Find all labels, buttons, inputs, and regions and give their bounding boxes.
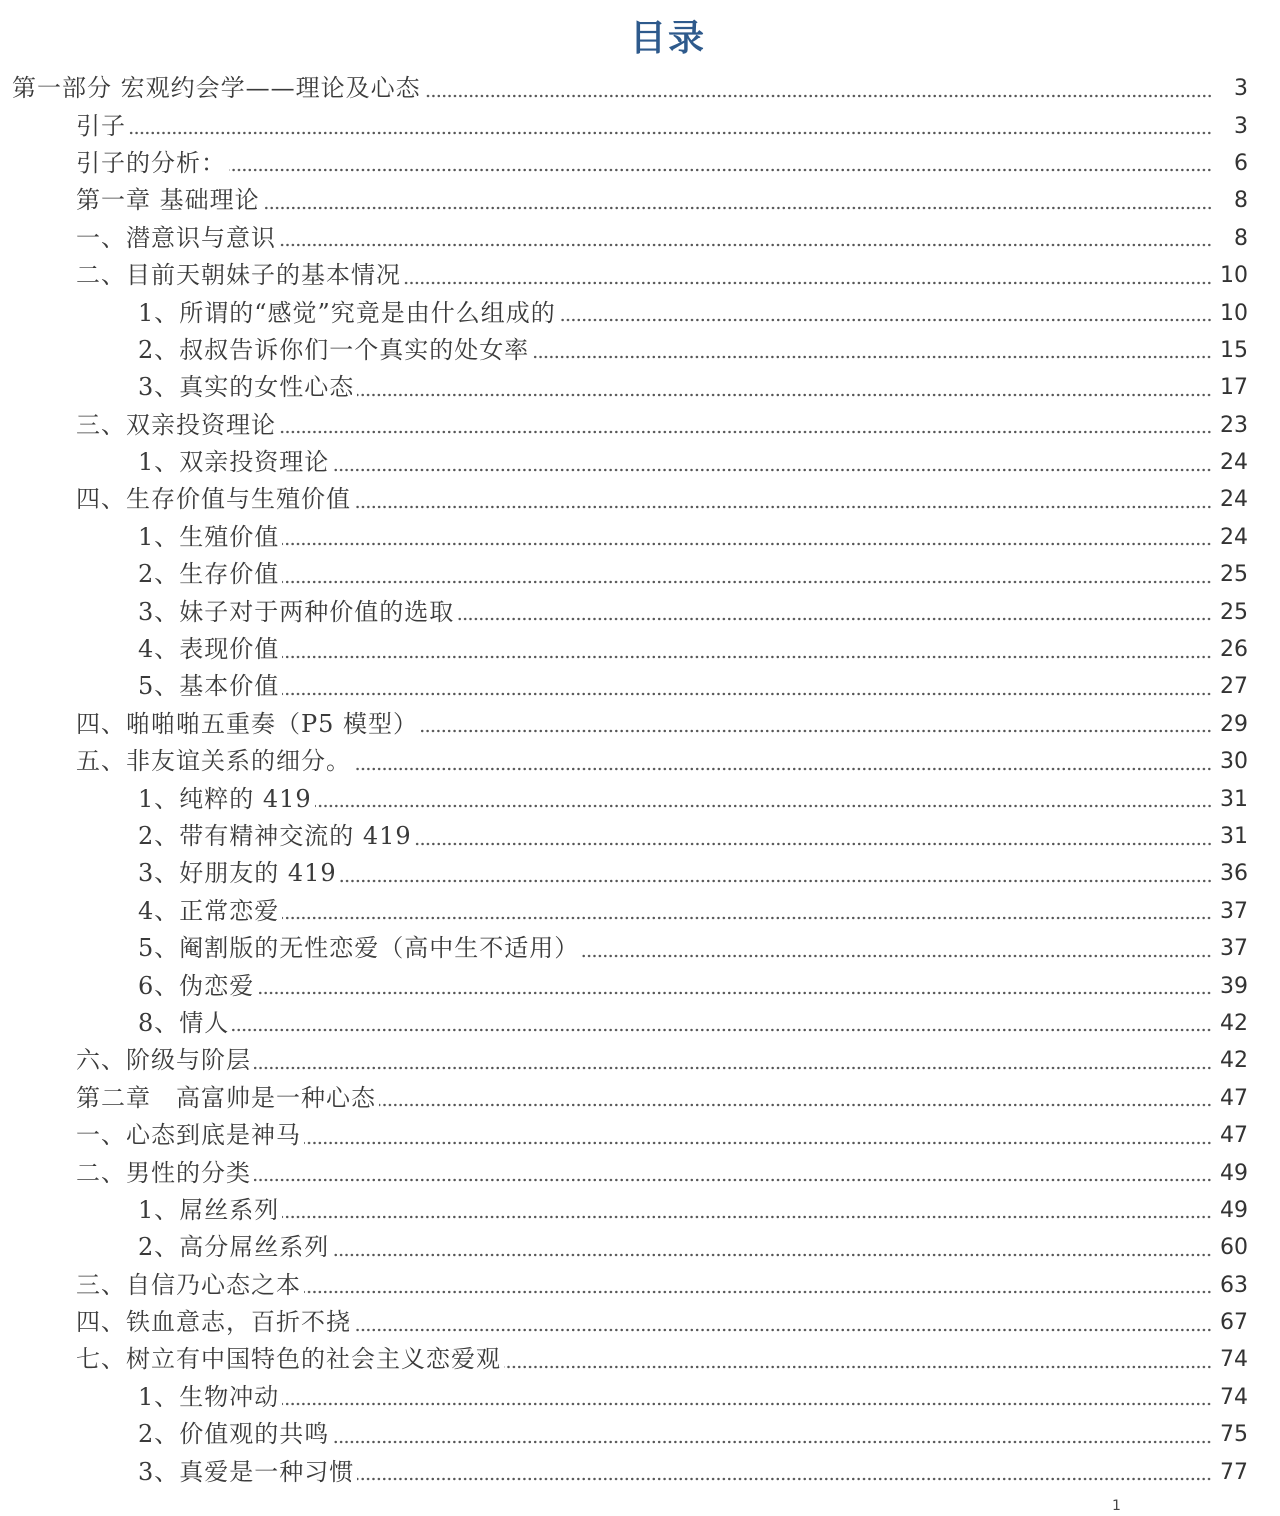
dot-leader: [354, 767, 1212, 771]
toc-entry-title: 一、心态到底是神马: [76, 1121, 301, 1150]
dot-leader: [304, 1290, 1212, 1294]
toc-entry-page-number: 47: [1220, 1085, 1248, 1111]
toc-entry-page-number: 74: [1220, 1384, 1248, 1410]
toc-entry-title: 三、双亲投资理论: [76, 410, 276, 439]
page-title: 目录: [629, 18, 706, 59]
dot-leader: [582, 954, 1212, 958]
toc-entry-title: 四、啪啪啪五重奏（P5 模型）: [76, 709, 419, 738]
toc-entry-title: 1、生物冲动: [138, 1382, 280, 1411]
dot-leader: [282, 542, 1212, 546]
toc-entry-page-number: 74: [1220, 1347, 1248, 1373]
toc-entry-title: 1、生殖价值: [138, 522, 280, 551]
toc-entry[interactable]: [0, 481, 1280, 518]
toc-entry[interactable]: [0, 1117, 1280, 1154]
toc-entry-title: 3、妹子对于两种价值的选取: [138, 597, 455, 626]
dot-leader: [457, 617, 1212, 621]
dot-leader: [340, 879, 1212, 883]
toc-entry[interactable]: [0, 668, 1280, 705]
toc-entry[interactable]: [0, 1192, 1280, 1229]
dot-leader: [332, 1253, 1212, 1257]
toc-entry-page-number: 6: [1234, 150, 1248, 176]
dot-leader: [559, 318, 1212, 322]
toc-entry[interactable]: [0, 519, 1280, 556]
toc-entry-title: 3、好朋友的 419: [138, 859, 337, 888]
toc-entry[interactable]: [0, 967, 1280, 1004]
dot-leader: [332, 1440, 1212, 1444]
dot-leader: [282, 1402, 1212, 1406]
toc-entry-title: 一、潜意识与意识: [76, 223, 276, 252]
toc-entry-page-number: 3: [1234, 76, 1248, 102]
dot-leader: [357, 393, 1212, 397]
dot-leader: [404, 281, 1212, 285]
toc-entry-page-number: 42: [1220, 1048, 1248, 1074]
toc-entry[interactable]: [0, 1304, 1280, 1341]
toc-entry-page-number: 77: [1220, 1459, 1248, 1485]
toc-entry-page-number: 47: [1220, 1123, 1248, 1149]
toc-entry-title: 六、阶级与阶层: [76, 1046, 251, 1075]
toc-entry-title: 2、生存价值: [138, 560, 280, 589]
toc-entry-title: 2、价值观的共鸣: [138, 1420, 330, 1449]
dot-leader: [415, 842, 1212, 846]
toc-entry-page-number: 24: [1220, 487, 1248, 513]
toc-entry-page-number: 63: [1220, 1272, 1248, 1298]
toc-entry-page-number: 8: [1234, 225, 1248, 251]
toc-entry[interactable]: [0, 1267, 1280, 1304]
toc-entry[interactable]: [0, 1005, 1280, 1042]
toc-entry[interactable]: [0, 1416, 1280, 1453]
toc-entry-title: 1、所谓的“感觉”究竟是由什么组成的: [138, 298, 556, 327]
toc-entry[interactable]: [0, 220, 1280, 257]
dot-leader: [282, 1215, 1212, 1219]
toc-entry[interactable]: [0, 145, 1280, 182]
toc-entry-page-number: 10: [1220, 263, 1248, 289]
dot-leader: [263, 206, 1212, 210]
toc-entry[interactable]: [0, 1229, 1280, 1266]
toc-entry[interactable]: [0, 407, 1280, 444]
dot-leader: [257, 991, 1212, 995]
toc-entry-title: 2、叔叔告诉你们一个真实的处女率: [138, 335, 530, 364]
dot-leader: [315, 804, 1212, 808]
toc-entry-page-number: 24: [1220, 524, 1248, 550]
toc-entry-title: 3、真爱是一种习惯: [138, 1457, 355, 1486]
toc-entry-title: 1、纯粹的 419: [138, 784, 312, 813]
toc-entry-title: 二、目前天朝妹子的基本情况: [76, 261, 401, 290]
toc-entry[interactable]: [0, 369, 1280, 406]
toc-entry-title: 第二章 高富帅是一种心态: [76, 1083, 376, 1112]
toc-entry[interactable]: [0, 930, 1280, 967]
toc-entry-page-number: 39: [1220, 973, 1248, 999]
toc-entry-title: 4、正常恋爱: [138, 896, 280, 925]
dot-leader: [532, 355, 1212, 359]
toc-entry[interactable]: [0, 1453, 1280, 1490]
toc-entry-page-number: 75: [1220, 1422, 1248, 1448]
toc-entry[interactable]: [0, 818, 1280, 855]
toc-entry[interactable]: [0, 182, 1280, 219]
toc-entry-page-number: 27: [1220, 674, 1248, 700]
dot-leader: [332, 468, 1212, 472]
toc-entry-page-number: 36: [1220, 861, 1248, 887]
toc-entry-title: 第一部分 宏观约会学——理论及心态: [12, 74, 421, 103]
dot-leader: [282, 916, 1212, 920]
toc-entry[interactable]: [0, 107, 1280, 144]
toc-entry[interactable]: [0, 1379, 1280, 1416]
toc-entry-page-number: 25: [1220, 562, 1248, 588]
toc-entry-page-number: 24: [1220, 450, 1248, 476]
toc-entry[interactable]: [0, 1154, 1280, 1191]
toc-entry-title: 四、生存价值与生殖价值: [76, 485, 351, 514]
toc-entry-title: 五、非友谊关系的细分。: [76, 747, 351, 776]
dot-leader: [304, 1141, 1212, 1145]
toc-entry-title: 第一章 基础理论: [76, 186, 260, 215]
toc-entry[interactable]: [0, 294, 1280, 331]
dot-leader: [282, 655, 1212, 659]
toc-entry-title: 1、屌丝系列: [138, 1195, 280, 1224]
dot-leader: [354, 505, 1212, 509]
toc-entry[interactable]: [0, 556, 1280, 593]
footer-page-number: 1: [1112, 1498, 1121, 1514]
toc-entry[interactable]: [0, 332, 1280, 369]
toc-entry-page-number: 25: [1220, 599, 1248, 625]
toc-entry-page-number: 67: [1220, 1310, 1248, 1336]
toc-entry-page-number: 10: [1220, 300, 1248, 326]
dot-leader: [229, 168, 1212, 172]
toc-entry-title: 4、表现价值: [138, 635, 280, 664]
toc-entry[interactable]: [0, 444, 1280, 481]
toc-entry-page-number: 37: [1220, 936, 1248, 962]
toc-entry-page-number: 60: [1220, 1235, 1248, 1261]
dot-leader: [424, 94, 1212, 98]
toc-entry-title: 3、真实的女性心态: [138, 373, 355, 402]
toc-entry-page-number: 37: [1220, 898, 1248, 924]
toc-entry[interactable]: [0, 257, 1280, 294]
dot-leader: [254, 1066, 1212, 1070]
toc-entry[interactable]: [0, 893, 1280, 930]
toc-entry-page-number: 42: [1220, 1010, 1248, 1036]
toc-entry[interactable]: [0, 1042, 1280, 1079]
toc-entry[interactable]: [0, 743, 1280, 780]
toc-entry-page-number: 49: [1220, 1197, 1248, 1223]
toc-entry-title: 6、伪恋爱: [138, 971, 255, 1000]
toc-entry-page-number: 49: [1220, 1160, 1248, 1186]
toc-entry-page-number: 31: [1220, 786, 1248, 812]
dot-leader: [232, 1028, 1212, 1032]
toc-entry[interactable]: [0, 855, 1280, 892]
toc-entry-title: 5、阉割版的无性恋爱（高中生不适用）: [138, 934, 580, 963]
dot-leader: [279, 243, 1212, 247]
dot-leader: [504, 1365, 1212, 1369]
dot-leader: [354, 1328, 1212, 1332]
toc-entry-page-number: 17: [1220, 375, 1248, 401]
dot-leader: [282, 692, 1212, 696]
toc-entry-title: 七、树立有中国特色的社会主义恋爱观: [76, 1345, 501, 1374]
toc-entry[interactable]: [0, 780, 1280, 817]
table-of-contents: [0, 70, 1280, 1491]
toc-entry-page-number: 3: [1234, 113, 1248, 139]
dot-leader: [279, 430, 1212, 434]
toc-entry-page-number: 15: [1220, 337, 1248, 363]
toc-entry-title: 引子的分析：: [76, 148, 226, 177]
toc-entry-title: 引子: [76, 111, 126, 140]
dot-leader: [421, 729, 1212, 733]
dot-leader: [379, 1103, 1212, 1107]
toc-entry-title: 8、情人: [138, 1008, 230, 1037]
toc-entry-title: 三、自信乃心态之本: [76, 1270, 301, 1299]
toc-entry-page-number: 26: [1220, 637, 1248, 663]
dot-leader: [254, 1178, 1212, 1182]
toc-entry-title: 四、铁血意志，百折不挠: [76, 1308, 351, 1337]
toc-entry-page-number: 31: [1220, 824, 1248, 849]
toc-entry-page-number: 8: [1234, 188, 1248, 214]
toc-entry[interactable]: [0, 1341, 1280, 1378]
toc-entry-page-number: 23: [1220, 412, 1248, 438]
toc-entry-title: 二、男性的分类: [76, 1158, 251, 1187]
toc-entry-title: 2、高分屌丝系列: [138, 1233, 330, 1262]
dot-leader: [129, 131, 1212, 135]
toc-entry[interactable]: [0, 593, 1280, 630]
toc-entry-title: 2、带有精神交流的 419: [138, 822, 412, 850]
dot-leader: [282, 580, 1212, 584]
toc-entry[interactable]: [0, 1080, 1280, 1117]
dot-leader: [357, 1477, 1212, 1481]
toc-entry-title: 1、双亲投资理论: [138, 448, 330, 477]
toc-entry-title: 5、基本价值: [138, 672, 280, 701]
toc-entry-page-number: 30: [1220, 749, 1248, 775]
toc-entry[interactable]: [0, 70, 1280, 107]
toc-entry[interactable]: [0, 706, 1280, 743]
toc-entry-page-number: 29: [1220, 711, 1248, 737]
toc-entry[interactable]: [0, 631, 1280, 668]
